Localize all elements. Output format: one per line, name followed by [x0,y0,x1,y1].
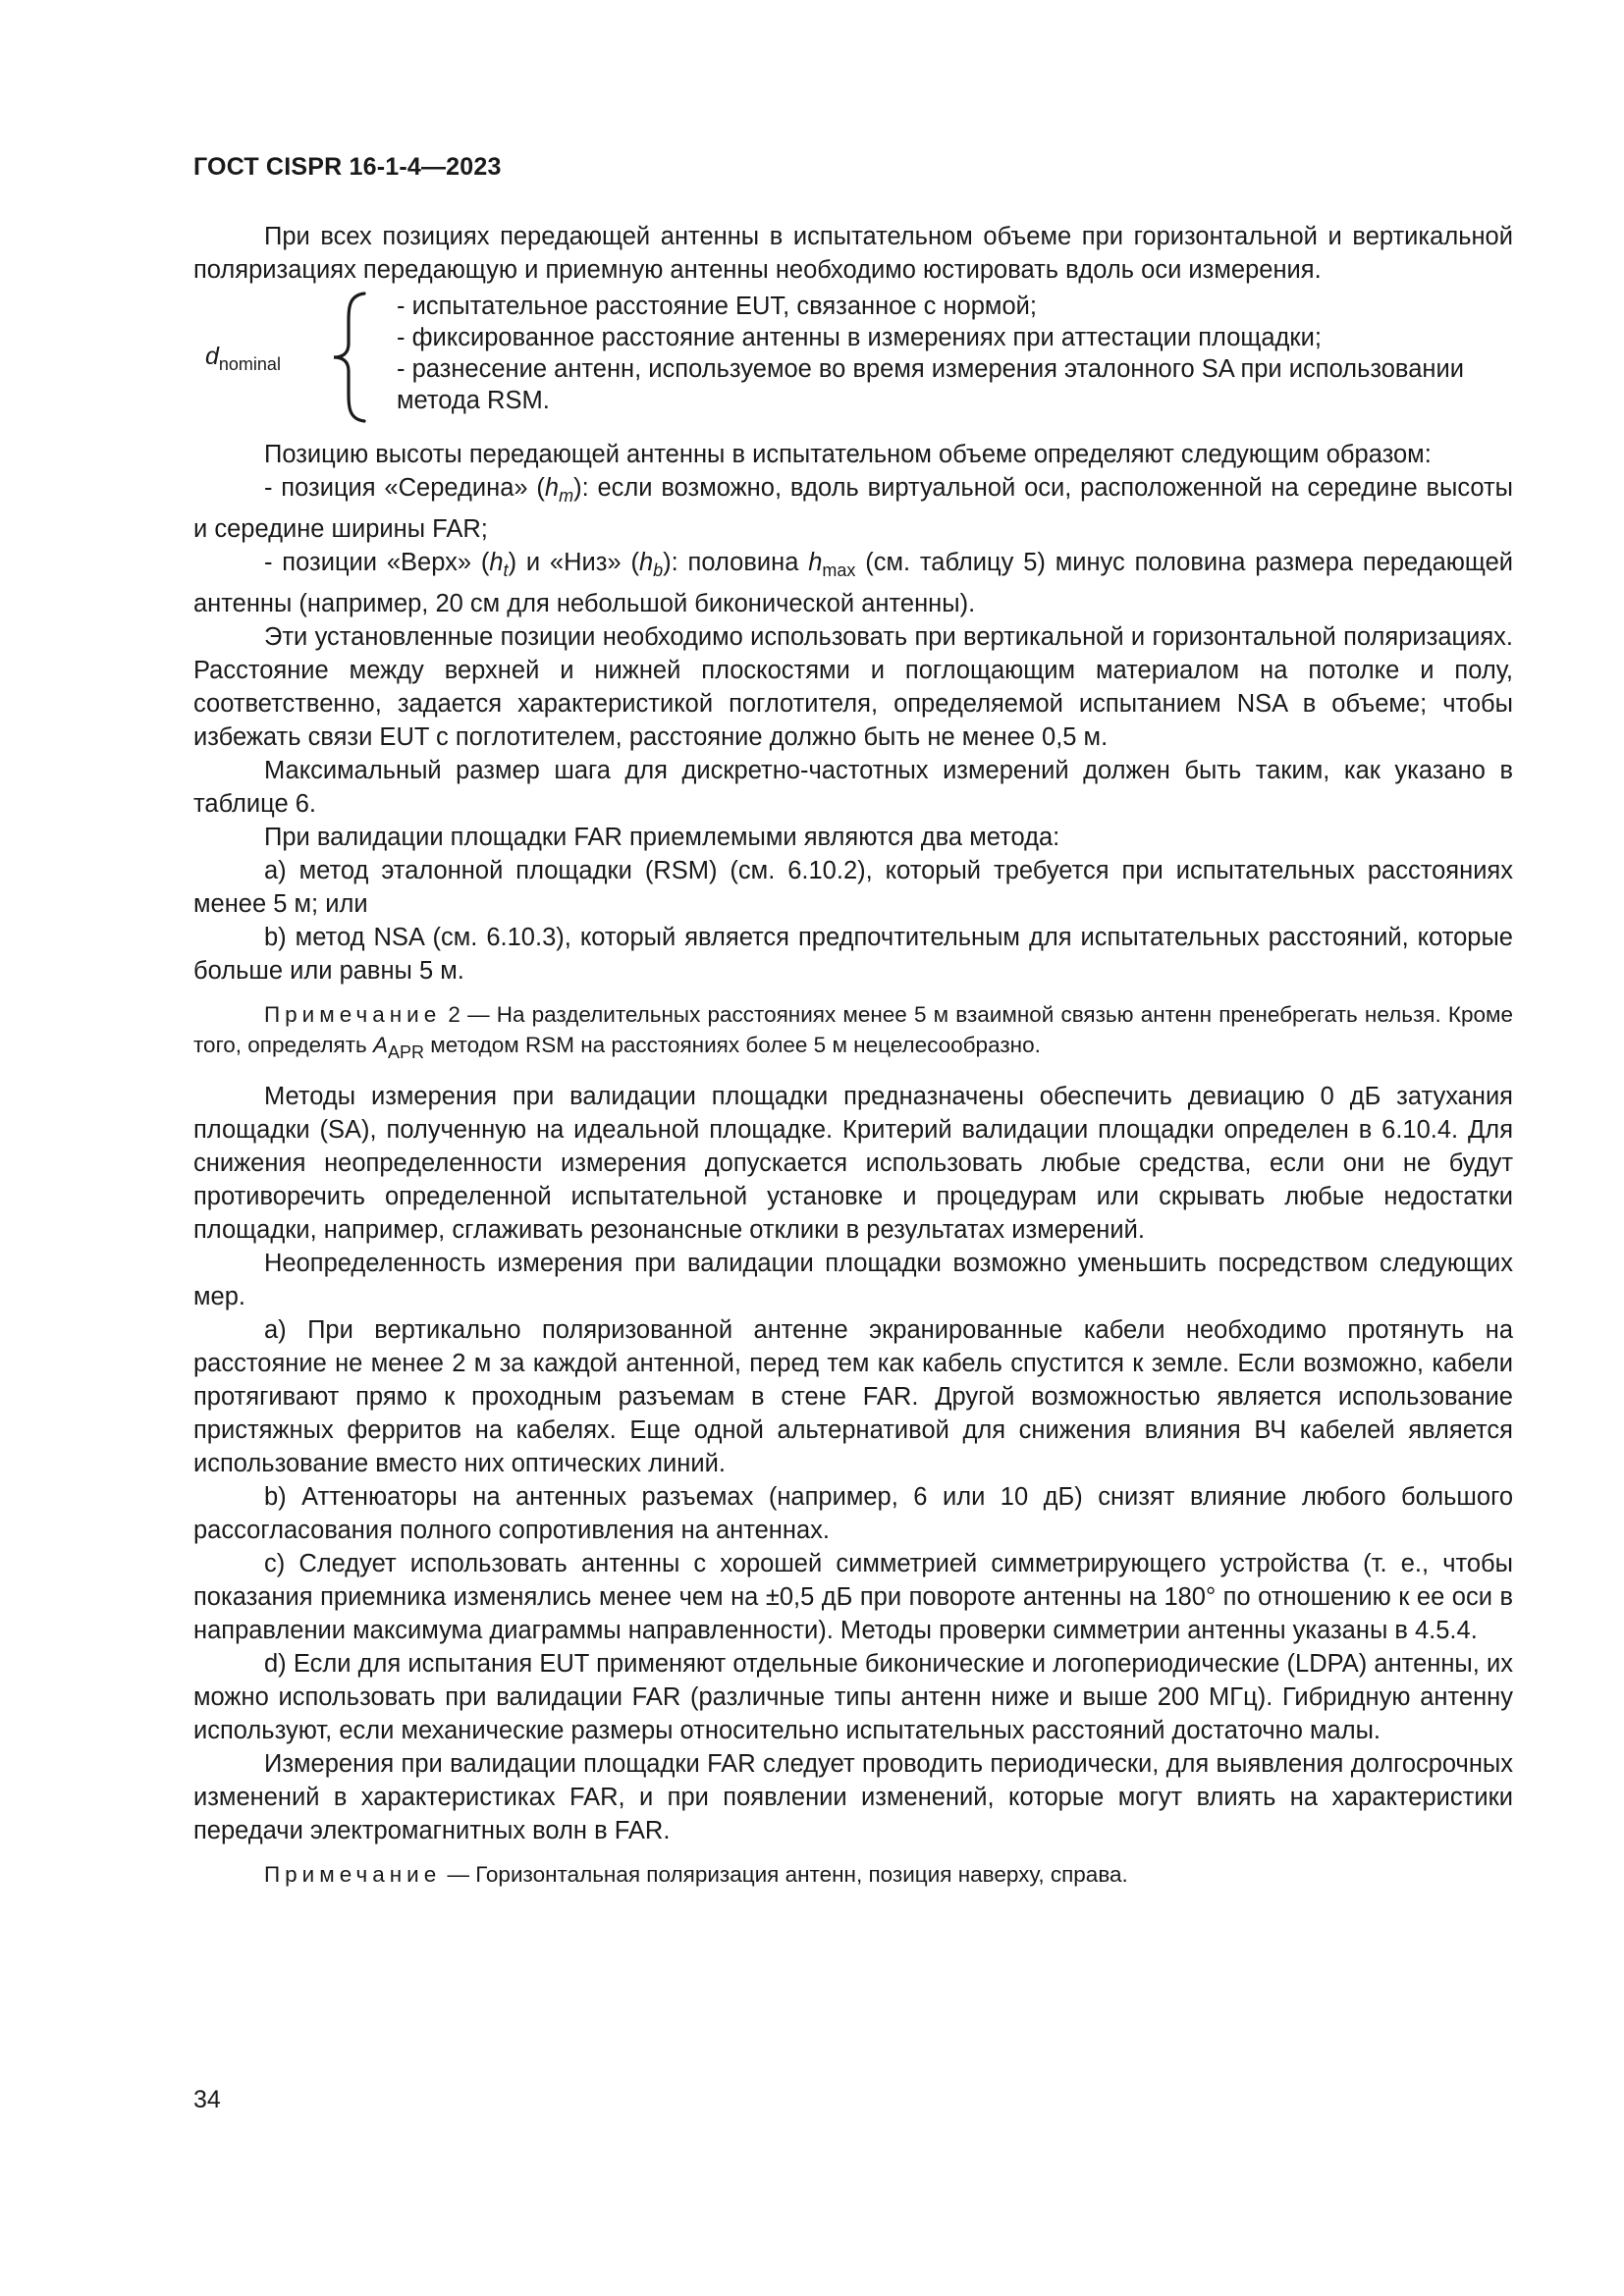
paragraph: Неопределенность измерения при валидации площадки возможно уменьшить посредством следующих мер. [193,1250,1513,1310]
d-nominal-definition [193,291,1513,426]
paragraph: a) метод эталонной площадки (RSM) (см. 6.10.2), который требуется при испытательных расстояниях менее 5 м; или [193,857,1513,918]
paragraph: При всех позициях передающей антенны в испытательном объеме при горизонтальной и вертикальной поляризациях передающую и приемную антенны необходимо юстировать вдоль оси измерения. [193,223,1513,284]
paragraph: b) Аттенюаторы на антенных разъемах (например, 6 или 10 дБ) снизят влияние любого большого рассогласования полного сопротивления на антеннах. [193,1483,1513,1544]
paragraph: Методы измерения при валидации площадки предназначены обеспечить девиацию 0 дБ затухания площадки (SA), полученную на идеальной площадке. Критерий валидации площадки определен в 6.10.4. Для снижения неопределенности измерения допускается использовать любые средства, если они не будут противоречить определенной испытательной установке и процедурам или скрывать любые недостатки площадки, например, сглаживать резонансные отклики в результатах измерений. [193,1083,1513,1244]
paragraph: b) метод NSA (см. 6.10.3), который является предпочтительным для испытательных расстояний, которые больше или равны 5 м. [193,924,1513,985]
document-body [193,220,1513,1890]
d-nominal-items [397,291,1516,416]
paragraph: Максимальный размер шага для дискретно-частотных измерений должен быть таким, как указано в таблице 6. [193,757,1513,818]
list-item: - испытательное расстояние EUT, связанное с нормой; [397,293,1037,320]
list-item: - разнесение антенн, используемое во время измерения эталонного SA при использовании метода RSM. [397,355,1464,414]
paragraph: При валидации площадки FAR приемлемыми являются два метода: [264,824,1060,851]
paragraph: - позиция «Середина» $(h_m)$: если возможно, вдоль виртуальной оси, расположенной на середине высоты и середине ширины FAR; [193,474,1513,543]
paragraph: a) При вертикально поляризованной антенне экранированные кабели необходимо протянуть на расстояние не менее 2 м за каждой антенной, перед тем как кабель спустится к земле. Если возможно, кабели протягивают прямо к проходным разъемам в стене FAR. Другой возможностью является использование пристяжных ферритов на кабелях. Еще одной альтернативой для снижения влияния ВЧ кабелей является использование вместо них оптических линий. [193,1316,1513,1477]
paragraph: Позицию высоты передающей антенны в испытательном объеме определяют следующим образом: [264,441,1432,468]
paragraph: - позиции «Верх» $(h_t)$ и «Низ» $(h_b)$: половина $h_{max}$ (см. таблицу 5) минус половина размера передающей антенны (например, 20 см для небольшой биконической антенны). [193,549,1513,617]
paragraph: Измерения при валидации площадки FAR следует проводить периодически, для выявления долгосрочных изменений в характеристиках FAR, и при появлении изменений, которые могут влиять на характеристики передачи электромагнитных волн в FAR. [193,1750,1513,1844]
paragraph: c) Следует использовать антенны с хорошей симметрией симметрирующего устройства (т. е., чтобы показания приемника изменялись менее чем на ±0,5 дБ при повороте антенны на 180° по отношению к ее оси в направлении максимума диаграммы направленности). Методы проверки симметрии антенны указаны в 4.5.4. [193,1550,1513,1644]
document-header: ГОСТ CISPR 16-1-4—2023 [193,153,502,181]
paragraph: d) Если для испытания EUT применяют отдельные биконические и логопериодические (LDPA) антенны, их можно использовать при валидации FAR (различные типы антенн ниже и выше 200 МГц). Гибридную антенну используют, если механические размеры относительно испытательных расстояний достаточно малы. [193,1650,1513,1744]
d-nominal-label: $d_{nominal}$ [205,343,281,374]
note-3: Примечание — Горизонтальная поляризация антенн, позиция наверху, справа. [264,1862,1128,1887]
curly-brace-icon [331,291,370,424]
note-2: Примечание 2 — На разделительных расстояниях менее 5 м взаимной связью антенн пренебрегать нельзя. Кроме того, определять $A_{APR}$ методом RSM на расстояниях более 5 м нецелесообразно. [193,1002,1513,1062]
paragraph: Эти установленные позиции необходимо использовать при вертикальной и горизонтальной поляризациях. Расстояние между верхней и нижней плоскостями и поглощающим материалом на потолке и полу, соответственно, задается характеристикой поглотителя, определяемой испытанием NSA в объеме; чтобы избежать связи EUT с поглотителем, расстояние должно быть не менее 0,5 м. [193,623,1513,751]
page-number: 34 [193,2086,221,2113]
list-item: - фиксированное расстояние антенны в измерениях при аттестации площадки; [397,324,1322,351]
